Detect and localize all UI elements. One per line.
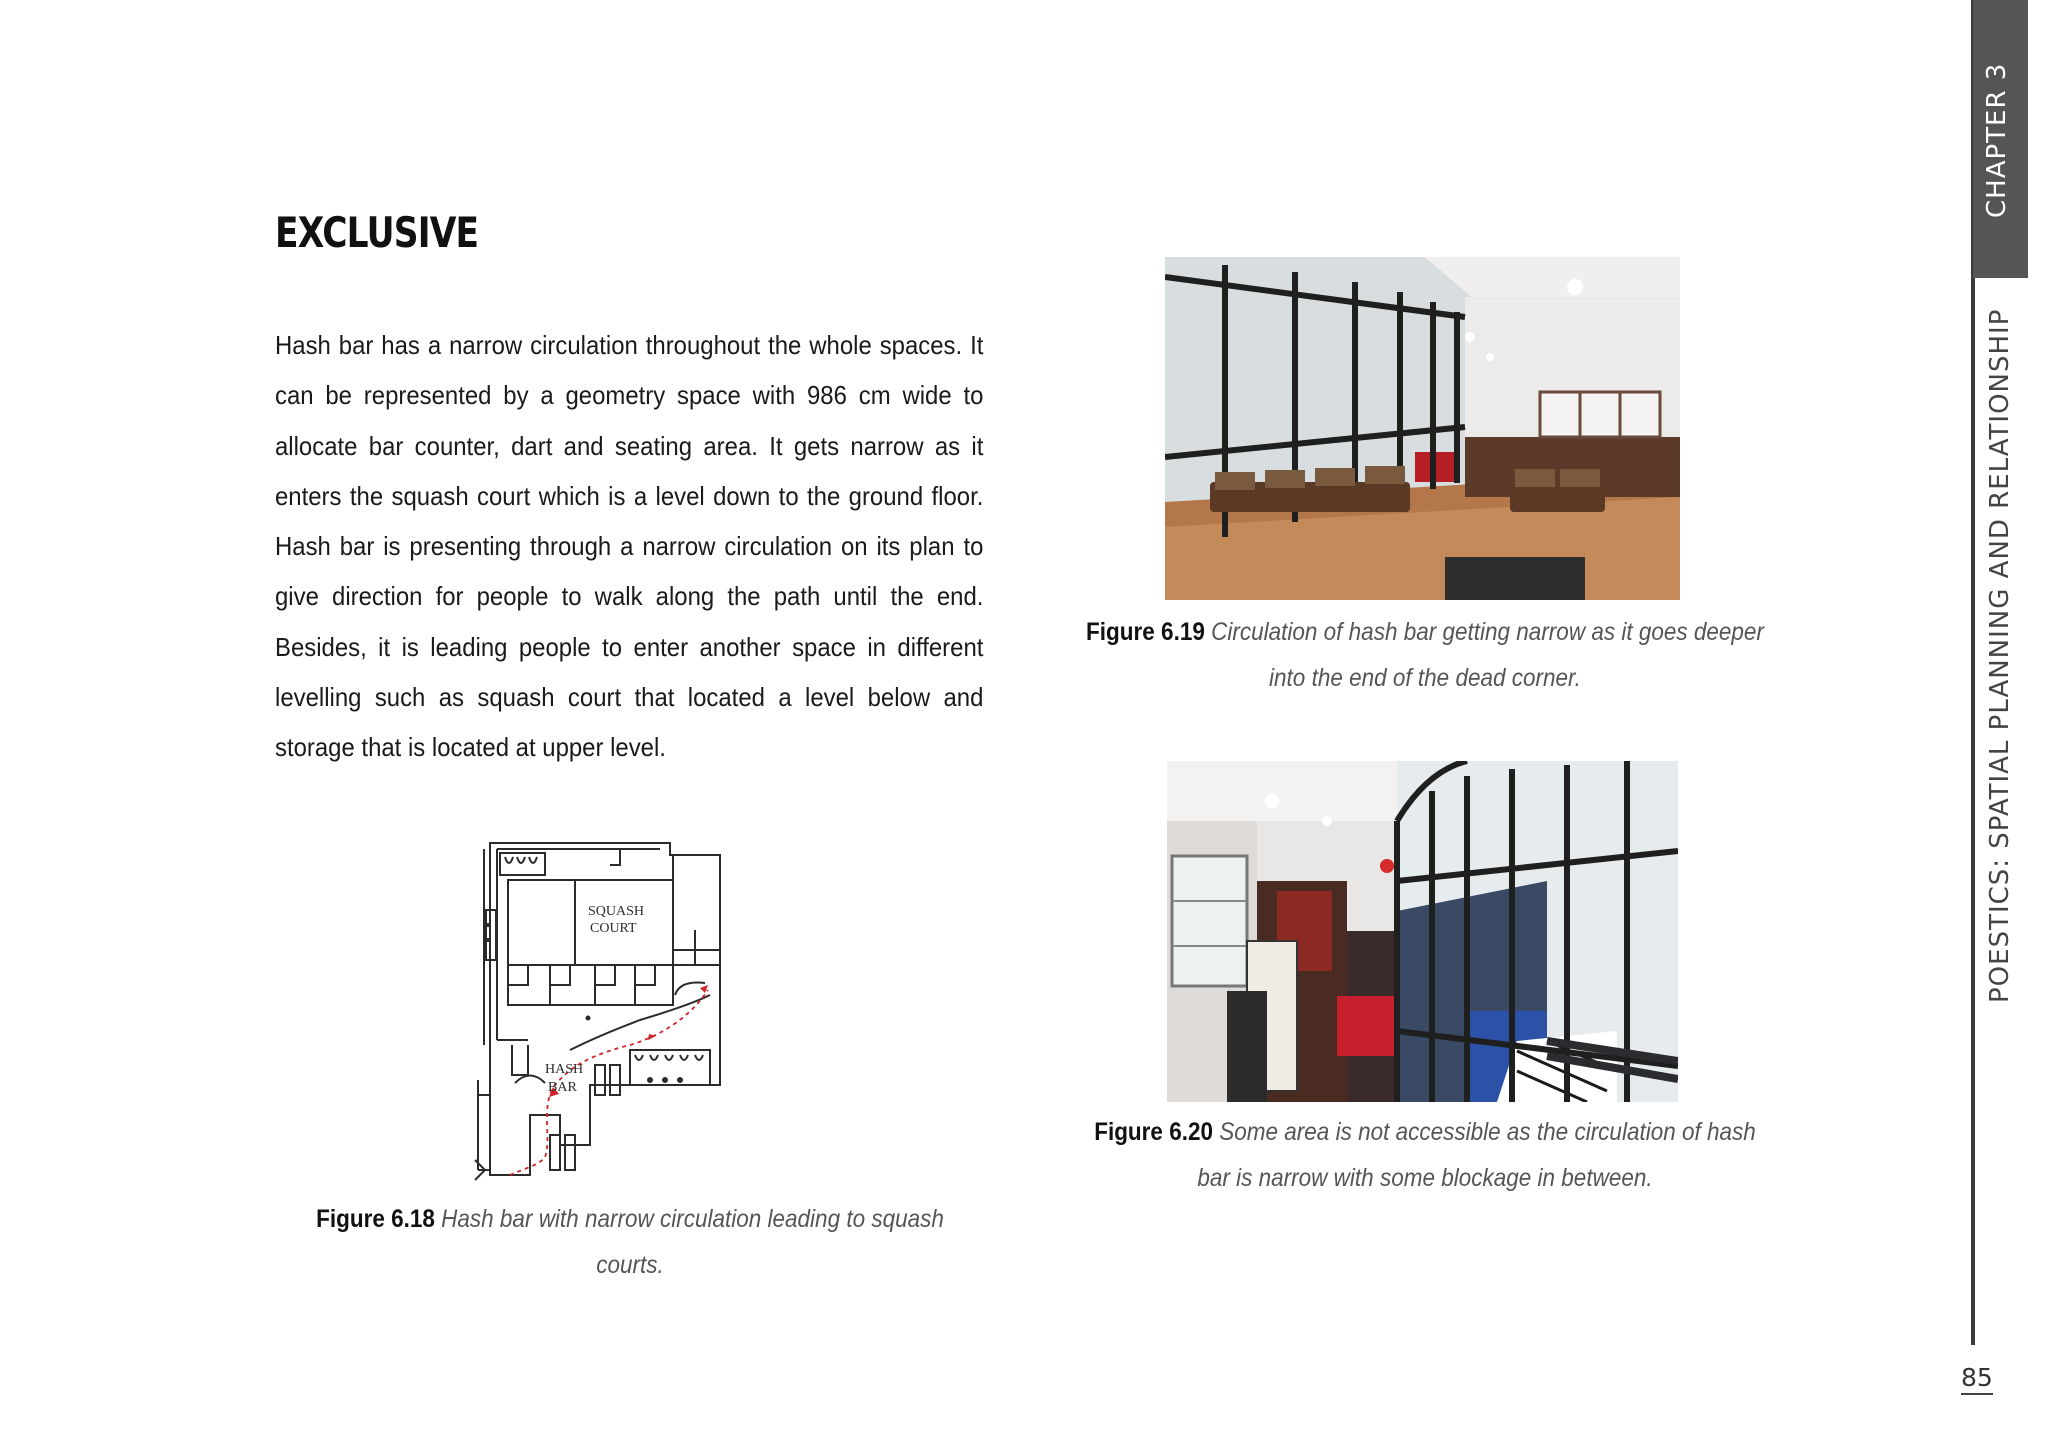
figure-6-18-caption bbox=[288, 1196, 972, 1288]
section-heading: EXCLUSIVE bbox=[275, 208, 479, 257]
figure-6-19-photo bbox=[1165, 257, 1680, 600]
page-number: 85 bbox=[1961, 1363, 1993, 1395]
plan-label-court: COURT bbox=[590, 921, 637, 936]
figure-6-20-photo bbox=[1167, 761, 1678, 1102]
figure-6-20-label: Figure 6.20 bbox=[1094, 1118, 1213, 1146]
plan-label-bar: BAR bbox=[548, 1080, 577, 1095]
plan-label-squash: SQUASH bbox=[588, 904, 645, 919]
figure-6-18-text: Hash bar with narrow circulation leading to squash courts. bbox=[441, 1205, 944, 1279]
plan-label-hash: HASH bbox=[545, 1062, 584, 1077]
figure-6-19-caption bbox=[1079, 609, 1772, 701]
figure-6-20-caption bbox=[1079, 1109, 1772, 1201]
figure-6-20-text: Some area is not accessible as the circulation of hash bar is narrow with some blockage in between. bbox=[1197, 1118, 1756, 1192]
body-paragraph: Hash bar has a narrow circulation throughout the whole spaces. It can be represented by a geometry space with 986 cm wide to allocate bar counter, dart and seating area. It gets narrow as it enters the squash court which is a level down to the ground floor. Hash bar is presenting through a narrow circulation on its plan to give direction for people to walk along the path until the end. Besides, it is leading people to enter another space in different levelling such as squash court that located a level below and storage that is located at upper level. bbox=[275, 330, 984, 763]
figure-6-18-floor-plan bbox=[470, 835, 780, 1185]
figure-6-19-text: Circulation of hash bar getting narrow as it goes deeper into the end of the dead corner. bbox=[1211, 618, 1764, 692]
section-label: POESTICS: SPATIAL PLANNING AND RELATIONSHIP bbox=[1985, 308, 2015, 1003]
figure-6-18-label: Figure 6.18 bbox=[316, 1205, 435, 1233]
chapter-label: CHAPTER 3 bbox=[1982, 62, 2012, 218]
figure-6-19-label: Figure 6.19 bbox=[1086, 618, 1205, 646]
